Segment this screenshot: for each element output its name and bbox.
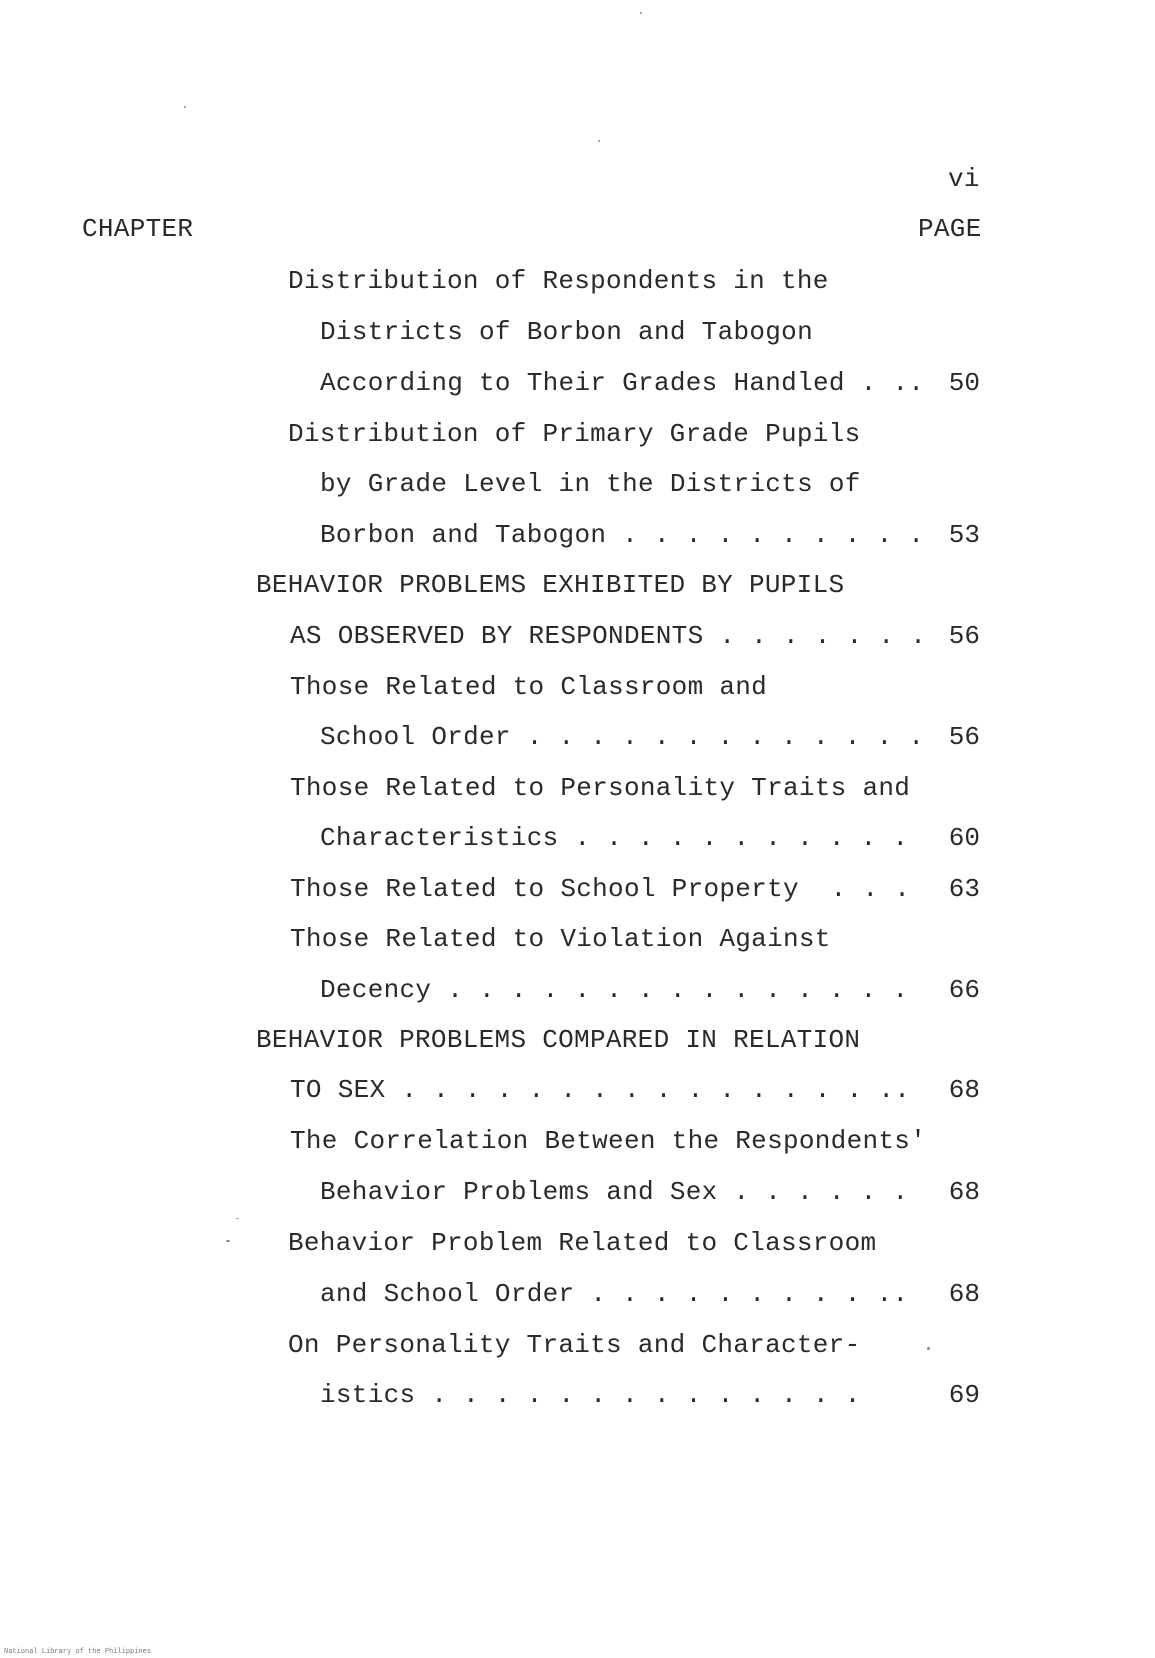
toc-entry-text: On Personality Traits and Character-	[288, 1330, 861, 1360]
scan-speck	[236, 1218, 239, 1219]
toc-entry-text: TO SEX . . . . . . . . . . . . . . . ..	[290, 1075, 911, 1105]
toc-entry-text: School Order . . . . . . . . . . . . .	[320, 722, 925, 752]
toc-page-number: 63	[948, 874, 980, 904]
scan-speck	[184, 106, 186, 108]
toc-entry-text: Those Related to Classroom and	[290, 672, 768, 702]
chapter-heading: CHAPTER	[82, 214, 194, 244]
toc-entry-text: Districts of Borbon and Tabogon	[320, 317, 813, 347]
toc-page-number: 66	[948, 975, 980, 1005]
toc-page-number: 60	[948, 823, 980, 853]
toc-entry-text: Characteristics . . . . . . . . . . .	[320, 823, 909, 853]
scan-speck	[598, 140, 600, 142]
toc-page-number: 68	[948, 1075, 980, 1105]
toc-entry-text: Borbon and Tabogon . . . . . . . . . .	[320, 520, 925, 550]
toc-entry-text: and School Order . . . . . . . . . ..	[320, 1279, 909, 1309]
toc-entry-text: Behavior Problem Related to Classroom	[288, 1228, 877, 1258]
scan-speck	[640, 12, 642, 14]
toc-page-number: 56	[948, 722, 980, 752]
page-heading: PAGE	[918, 214, 982, 244]
toc-page-number: 56	[948, 621, 980, 651]
toc-section-heading: BEHAVIOR PROBLEMS COMPARED IN RELATION	[256, 1025, 861, 1055]
toc-entry-text: istics . . . . . . . . . . . . . .	[320, 1380, 861, 1410]
toc-entry-text: Behavior Problems and Sex . . . . . .	[320, 1177, 909, 1207]
toc-entry-text: Distribution of Primary Grade Pupils	[288, 419, 861, 449]
scan-speck	[226, 1240, 230, 1242]
scan-footer: National Library of the Philippines	[4, 1648, 152, 1656]
toc-entry-text: According to Their Grades Handled . ..	[320, 368, 925, 398]
toc-page-number: 68	[948, 1177, 980, 1207]
page-number: vi	[948, 164, 980, 194]
toc-page-number: 68	[948, 1279, 980, 1309]
toc-page-number: 50	[948, 368, 980, 398]
toc-entry-text: Those Related to Personality Traits and	[290, 773, 911, 803]
toc-entry-text: Those Related to Violation Against	[290, 924, 831, 954]
toc-entry-text: AS OBSERVED BY RESPONDENTS . . . . . . .	[290, 621, 927, 651]
toc-page-number: 69	[948, 1380, 980, 1410]
toc-entry-text: by Grade Level in the Districts of	[320, 469, 861, 499]
toc-entry-text: The Correlation Between the Respondents'	[290, 1126, 927, 1156]
toc-entry-text: Decency . . . . . . . . . . . . . . .	[320, 975, 909, 1005]
toc-section-heading: BEHAVIOR PROBLEMS EXHIBITED BY PUPILS	[256, 570, 845, 600]
scan-speck	[927, 1347, 930, 1350]
toc-entry-text: Those Related to School Property . . .	[290, 874, 911, 904]
toc-entry-text: Distribution of Respondents in the	[288, 266, 829, 296]
toc-page-number: 53	[948, 520, 980, 550]
